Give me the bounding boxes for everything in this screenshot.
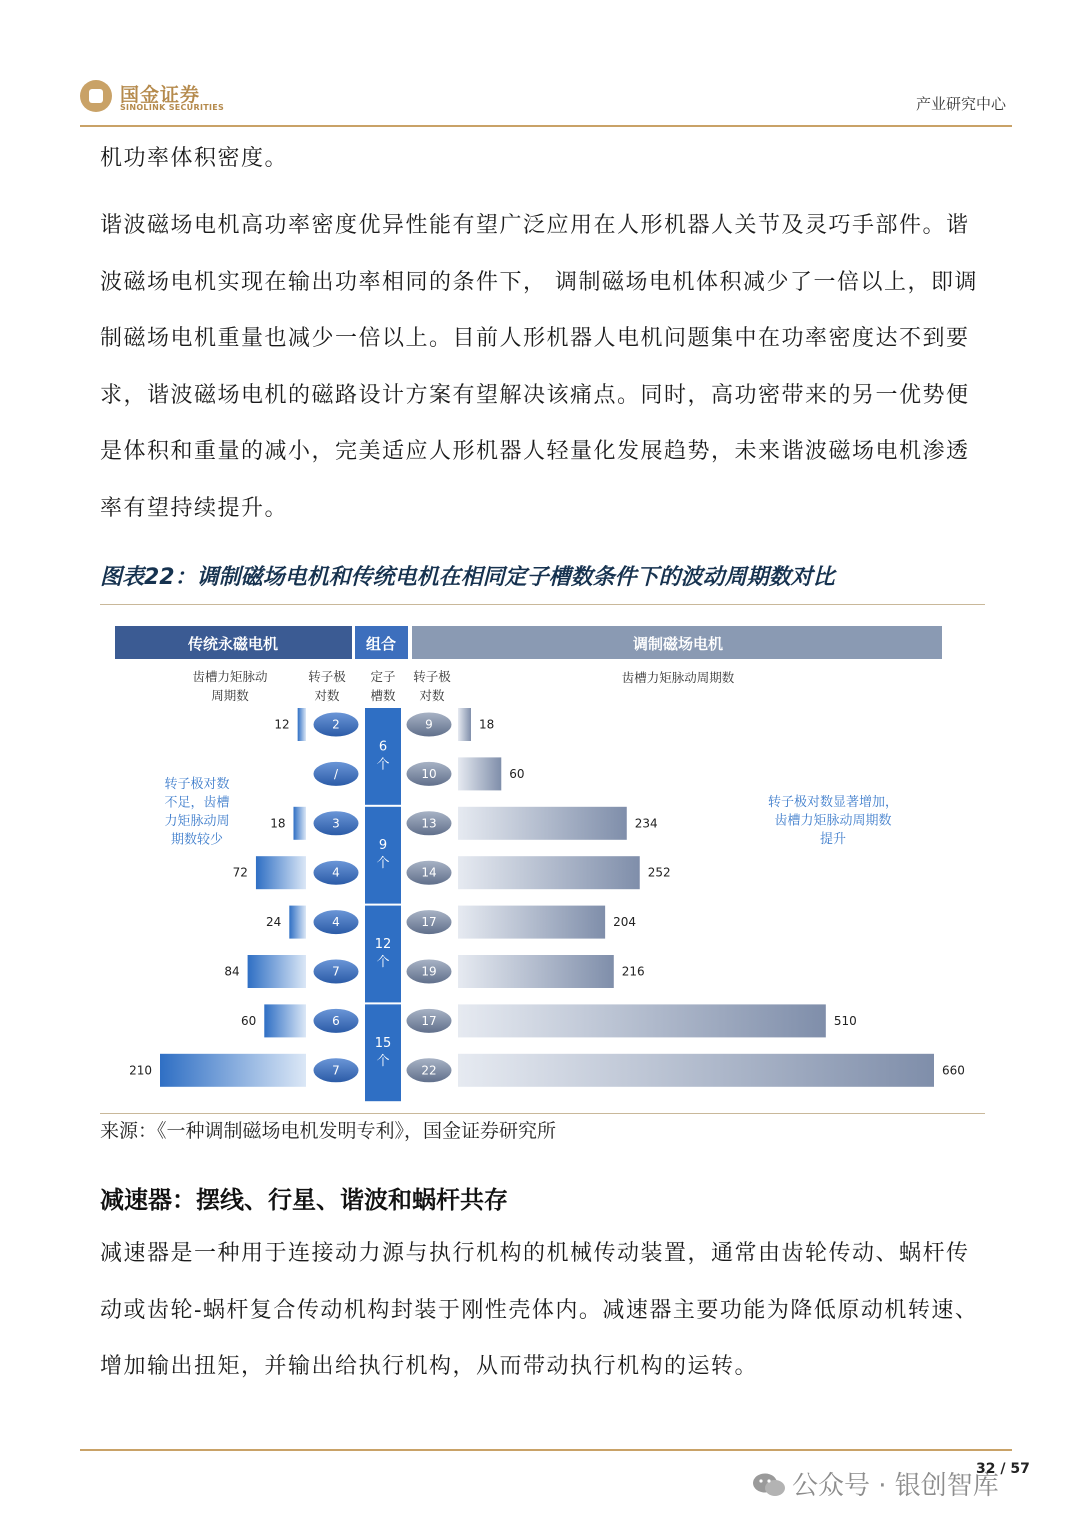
- traditional-value-label: 210: [129, 1063, 152, 1078]
- traditional-pole-label: 3: [332, 816, 340, 831]
- text-line: 齿槽力矩脉动周期数: [774, 813, 892, 829]
- slot-block: [365, 807, 401, 904]
- logo-text-cn: 国金证券: [120, 84, 201, 106]
- traditional-pole-label: 7: [332, 964, 340, 979]
- chart-source: 来源：《一种调制磁场电机发明专利》，国金证券研究所: [100, 1120, 557, 1142]
- text-line: 周期数: [211, 688, 249, 703]
- modulated-bar: [458, 955, 614, 988]
- modulated-value-label: 60: [509, 766, 525, 781]
- annotation-right: [768, 794, 898, 847]
- text-line: 转子极: [308, 669, 346, 684]
- slot-count-label: 15: [374, 1035, 392, 1051]
- traditional-bar: [289, 906, 306, 939]
- modulated-pole-label: 22: [421, 1063, 437, 1078]
- modulated-value-label: 234: [634, 816, 658, 831]
- text-line: 转子极对数: [164, 777, 230, 792]
- slot-block: [365, 1004, 401, 1101]
- modulated-bar: [458, 757, 501, 790]
- period-comparison-chart: [100, 615, 985, 1105]
- header-modulated: 调制磁场电机: [632, 635, 724, 653]
- modulated-bar: [458, 906, 605, 939]
- modulated-bar: [458, 807, 627, 840]
- traditional-bar: [264, 1004, 306, 1037]
- traditional-bar: [298, 708, 306, 741]
- annotation-left: [164, 776, 229, 848]
- watermark-text: 公众号 · 银创智库: [792, 1471, 999, 1501]
- modulated-pole-label: 14: [421, 865, 437, 880]
- paragraph-1: 机功率体积密度。: [100, 146, 289, 171]
- slot-count-label: 9: [378, 838, 388, 854]
- modulated-bar: [458, 708, 471, 741]
- traditional-bar: [293, 807, 306, 840]
- footer-rule: [80, 1449, 1012, 1451]
- traditional-bar: [256, 856, 306, 889]
- modulated-pole-label: 13: [421, 816, 437, 831]
- slot-count-label: 12: [374, 937, 392, 952]
- modulated-bar: [458, 856, 640, 889]
- slot-block: [365, 708, 401, 805]
- text-line: 提升: [819, 832, 847, 847]
- paragraph-3: 减速器是一种用于连接动力源与执行机构的机械传动装置，通常由齿轮传动、蜗杆传动或齿轮-蜗杆复合传动机构封装于刚性壳体内。减速器主要功能为降低原动机转速、增加输出扭矩，并输出给执行机构，从而带动执行机构的运转。: [100, 1241, 979, 1379]
- traditional-value-label: 18: [270, 816, 286, 831]
- traditional-bar: [160, 1054, 306, 1087]
- text-line: 齿槽力矩脉动: [192, 669, 268, 684]
- slot-unit-label: 个: [376, 757, 390, 773]
- wechat-icon: [752, 1472, 786, 1498]
- modulated-value-label: 510: [833, 1013, 857, 1028]
- subheader-slots: [370, 669, 396, 703]
- chart-bottom-rule: [100, 1113, 985, 1114]
- modulated-value-label: 18: [478, 717, 495, 732]
- watermark: [752, 1465, 999, 1502]
- traditional-value-label: 24: [266, 915, 282, 930]
- slot-count-label: 6: [378, 739, 388, 755]
- logo-icon: [80, 80, 112, 112]
- subheader-right-period: 齿槽力矩脉动周期数: [621, 670, 735, 685]
- modulated-value-label: 216: [621, 964, 645, 979]
- traditional-pole-label: 7: [332, 1063, 340, 1078]
- subheader-right-pole: [413, 669, 451, 703]
- modulated-bar: [458, 1004, 826, 1037]
- traditional-pole-label: /: [333, 766, 339, 781]
- text-line: 期数较少: [170, 832, 224, 848]
- caption-rule: [100, 604, 985, 605]
- slot-unit-label: 个: [376, 1053, 390, 1069]
- text-line: 力矩脉动周: [164, 814, 230, 829]
- traditional-value-label: 72: [232, 865, 248, 880]
- text-line: 转子极: [413, 669, 451, 684]
- modulated-value-label: 204: [613, 915, 637, 930]
- logo-text-en: SINOLINK SECURITIES: [120, 103, 225, 112]
- slot-block: [365, 906, 401, 1003]
- modulated-value-label: 660: [942, 1063, 965, 1078]
- department-label: 产业研究中心: [915, 95, 1006, 113]
- text-line: 不足，齿槽: [164, 795, 230, 811]
- page-number: 32 / 57: [976, 1461, 1030, 1477]
- modulated-pole-label: 19: [421, 964, 437, 979]
- traditional-value-label: 84: [224, 964, 240, 979]
- text-line: 对数: [314, 688, 340, 703]
- figure-caption: 图表22：调制磁场电机和传统电机在相同定子槽数条件下的波动周期数对比: [100, 565, 835, 590]
- header-traditional: 传统永磁电机: [187, 635, 279, 653]
- text-line: 对数: [419, 688, 445, 703]
- slot-unit-label: 个: [376, 856, 390, 872]
- traditional-pole-label: 6: [332, 1013, 340, 1028]
- traditional-value-label: 60: [241, 1013, 257, 1028]
- subheader-left-period: [192, 669, 268, 703]
- paragraph-2: 谐波磁场电机高功率密度优异性能有望广泛应用在人形机器人关节及灵巧手部件。谐波磁场电机实现在输出功率相同的条件下， 调制磁场电机体积减少了一倍以上，即调制磁场电机重量也减少一倍以上。目前人形机器人电机问题集中在功率密度达不到要求，谐波磁场电机的磁路设计方案有望解决该痛点。同时，高功密带来的另一优势便是体积和重量的减小，完美适应人形机器人轻量化发展趋势，未来谐波磁场电机渗透率有望持续提升。: [100, 213, 978, 521]
- text-line: 槽数: [370, 688, 396, 703]
- traditional-bar: [248, 955, 306, 988]
- header-combo: 组合: [365, 635, 397, 653]
- section-title: 减速器：摆线、行星、谐波和蜗杆共存: [100, 1186, 508, 1214]
- modulated-pole-label: 17: [421, 915, 437, 930]
- traditional-pole-label: 4: [332, 915, 340, 930]
- traditional-value-label: 12: [274, 717, 290, 732]
- modulated-bar: [458, 1054, 934, 1087]
- header-rule: [80, 125, 1012, 127]
- traditional-pole-label: 4: [332, 865, 340, 880]
- modulated-value-label: 252: [647, 865, 671, 880]
- modulated-pole-label: 9: [425, 717, 433, 732]
- modulated-pole-label: 10: [421, 766, 437, 781]
- text-line: 定子: [370, 669, 396, 684]
- traditional-pole-label: 2: [332, 717, 340, 732]
- subheader-left-pole: [308, 669, 346, 703]
- slot-unit-label: 个: [376, 955, 390, 970]
- text-line: 转子极对数显著增加，: [767, 795, 899, 810]
- modulated-pole-label: 17: [421, 1013, 437, 1028]
